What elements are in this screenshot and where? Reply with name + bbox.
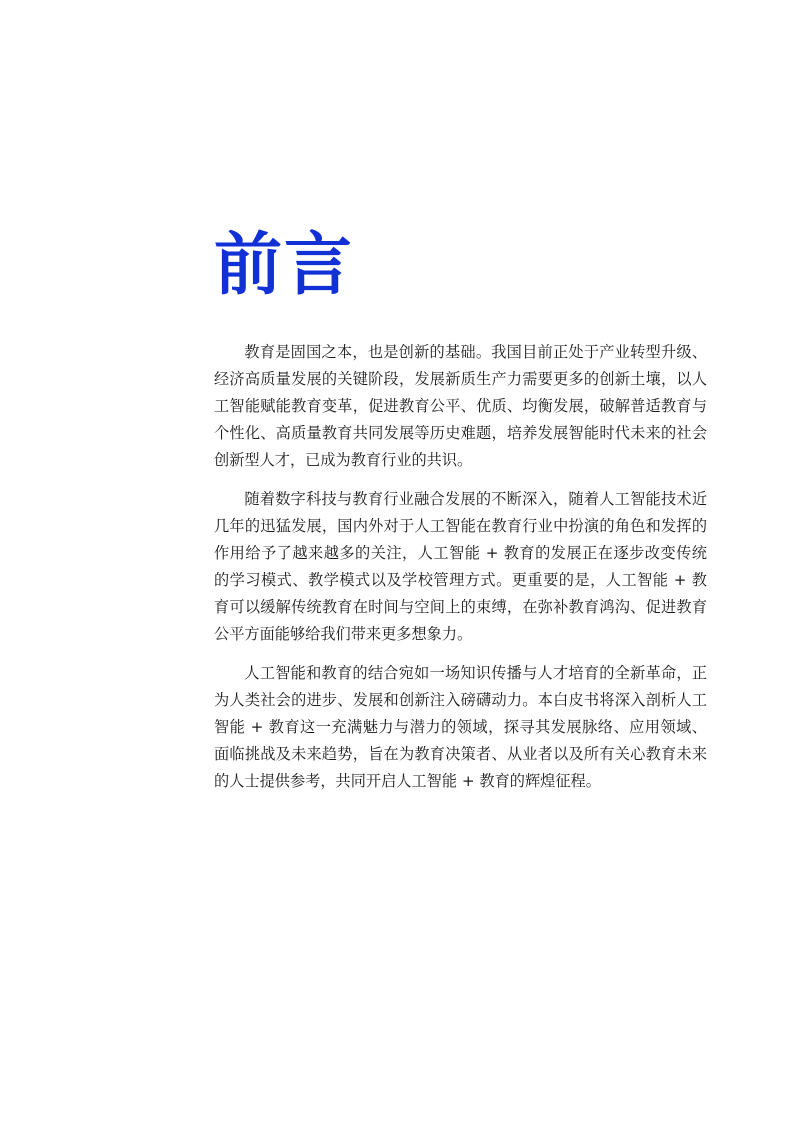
preface-body bbox=[214, 339, 707, 807]
paragraph-3: 人工智能和教育的结合宛如一场知识传播与人才培育的全新革命，正为人类社会的进步、发展和创新注入磅礴动力。本白皮书将深入剖析人工智能 + 教育这一充满魅力与潜力的领域，探寻其发展脉络、应用领域、面临挑战及未来趋势，旨在为教育决策者、从业者以及所有关心教育未来的人士提供参考，共同开启人工智能 + 教育的辉煌征程。 bbox=[214, 664, 707, 790]
paragraph-2: 随着数字科技与教育行业融合发展的不断深入，随着人工智能技术近几年的迅猛发展，国内外对于人工智能在教育行业中扮演的角色和发挥的作用给予了越来越多的关注，人工智能 + 教育的发展正在逐步改变传统的学习模式、教学模式以及学校管理方式。更重要的是，人工智能 + 教育可以缓解传统教育在时间与空间上的束缚，在弥补教育鸿沟、促进教育公平方面能够给我们带来更多想象力。 bbox=[214, 490, 707, 643]
paragraph-1: 教育是固国之本，也是创新的基础。我国目前正处于产业转型升级、经济高质量发展的关键阶段，发展新质生产力需要更多的创新土壤，以人工智能赋能教育变革，促进教育公平、优质、均衡发展，破解普适教育与个性化、高质量教育共同发展等历史难题，培养发展智能时代未来的社会创新型人才，已成为教育行业的共识。 bbox=[214, 343, 707, 469]
page-title: 前言 bbox=[214, 226, 355, 305]
